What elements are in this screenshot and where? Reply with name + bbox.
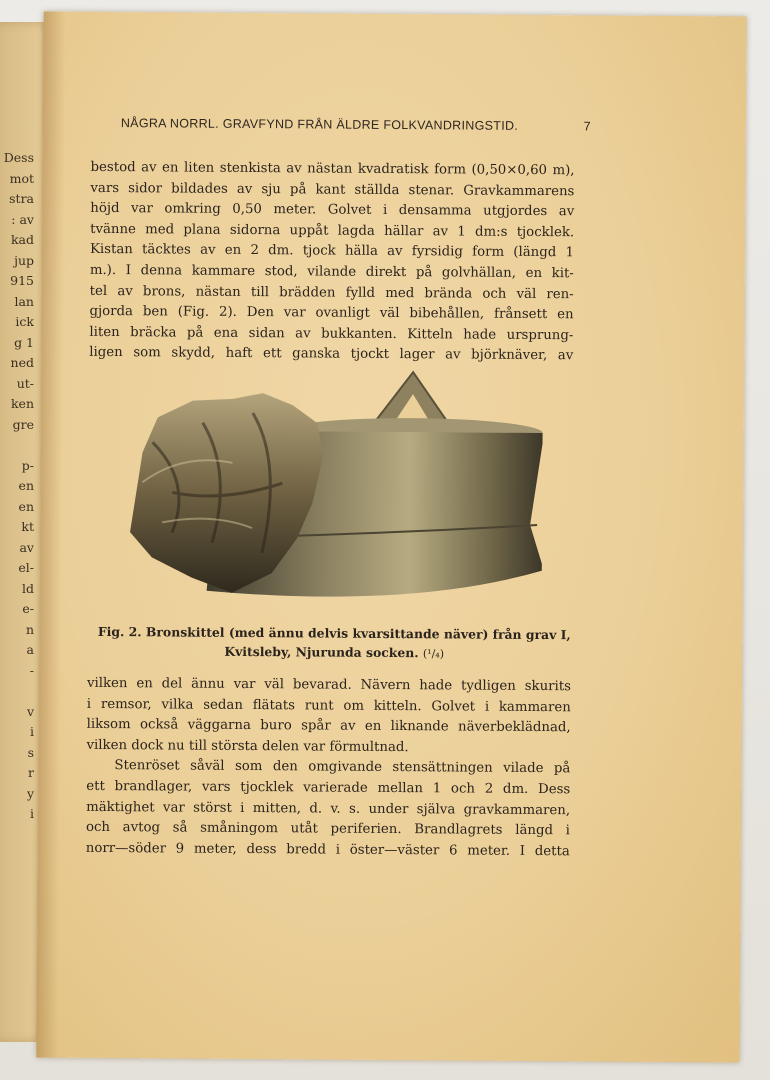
text-line: mäktighet var störst i mitten, d. v. s. under själva gravkammaren, [86,799,571,818]
text-line: ett brandlager, vars tjocklek varierade mellan 1 och 2 dm. Dess [86,778,571,798]
text-line: ligen som skydd, haft ett ganska tjockt lager av björknäver, av [89,345,574,364]
facing-page-fragment: p- [21,457,34,473]
text-line: liksom också väggarna buro spår av en liknande näverbeklädnad, [86,717,571,736]
facing-page-fragment: Dess [3,150,34,165]
facing-page-fragment: en [18,498,34,514]
facing-page-fragment: i [30,806,34,821]
facing-page-fragment: av [19,539,34,555]
facing-page-fragment: ken [10,396,34,411]
facing-page-fragment: kad [10,232,34,247]
facing-page-fragment: kt [21,519,34,534]
figure-scale: (¹/₄) [422,647,445,661]
text-line: gjorda ben (Fig. 2). Den var ovanligt väl bibehållen, frånsett en [89,304,574,323]
caption-line-1 [89,622,579,644]
facing-page-fragment: : av [11,211,34,227]
text-line: Kistan täcktes av en 2 dm. tjock hälla av fyrsidig form (längd 1 [89,242,575,261]
text-line: i remsor, vilka sedan flätats runt om kitteln. Golvet i kammaren [86,696,571,715]
paragraph-top [89,158,574,367]
facing-page-fragment: y [26,785,34,801]
facing-page-fragment: 915 [10,273,34,288]
facing-page-fragment: el- [18,560,34,575]
text-line: norr—söder 9 meter, dess bredd i öster—väster 6 meter. I detta [85,840,570,860]
facing-page-fragment: e- [22,601,34,616]
figure-caption [89,622,579,664]
facing-page-fragment: s [27,744,34,760]
bronze-cauldron-photo [112,362,544,610]
facing-page-fragment: n [25,621,34,637]
facing-page-fragment: v [26,703,34,719]
paragraph-bottom [86,674,571,863]
facing-page-fragment: lan [14,293,34,309]
facing-page-fragment: gre [12,416,34,432]
text-line: m.). I denna kammare stod, vilande direkt på golvhällan, en kit- [89,262,574,282]
caption-text: Bronskittel (med ännu delvis kvarsittande näver) från grav I, [145,624,571,643]
facing-page-fragment: ld [22,580,34,596]
text-line: Stenröset såväl som den omgivande stensättningen vilade på [114,758,571,777]
text-line: höjd var omkring 0,50 meter. Golvet i densamma utgjordes av [90,201,575,220]
text-line: bestod av en liten stenkista av nästan kvadratisk form (0,50×0,60 m), [90,159,575,179]
caption-line-2 [89,641,579,664]
running-head [121,116,591,133]
facing-page-fragment: a [26,642,34,657]
text-line: liten bräcka på ena sidan av bukkanten. Kitteln hade ursprung- [89,324,574,344]
text-line: tvänne med plana sidorna uppåt lagda hällar av 1 dm:s tjocklek. [90,221,575,241]
text-line: vars sidor bildades av sju på kant ställda stenar. Gravkammarens [90,180,575,199]
facing-page-fragment: mot [9,170,34,186]
facing-page-fragment: stra [9,191,34,206]
running-head-title: NÅGRA NORRL. GRAVFYND FRÅN ÄLDRE FOLKVANDRINGSTID. [120,116,519,133]
figure-label: Fig. 2. [97,623,142,640]
facing-page-fragment: g 1 [14,334,34,350]
caption-text-2: Kvitsleby, Njurunda socken. [224,643,419,661]
facing-page-fragment: ned [10,355,34,370]
facing-page-fragment: jup [14,252,34,268]
page-number: 7 [583,119,591,134]
facing-page-fragment: - [29,662,34,678]
text-line: och avtog så småningom utåt periferien. Brandlagrets längd i [85,820,571,839]
facing-page-fragment: r [28,765,34,780]
facing-page-fragment: i [30,724,34,739]
text-line: vilken dock nu till största delen var förmultnad. [86,737,409,755]
book-page [36,12,746,1063]
facing-page-fragment: ut- [16,375,34,391]
facing-page-fragment: en [18,478,34,493]
text-line: tel av brons, nästan till brädden fylld med brända och väl ren- [89,283,574,302]
facing-page-fragment: ick [15,314,34,329]
text-line: vilken en del ännu var väl bevarad. Nävern hade tydligen skurits [86,675,572,695]
